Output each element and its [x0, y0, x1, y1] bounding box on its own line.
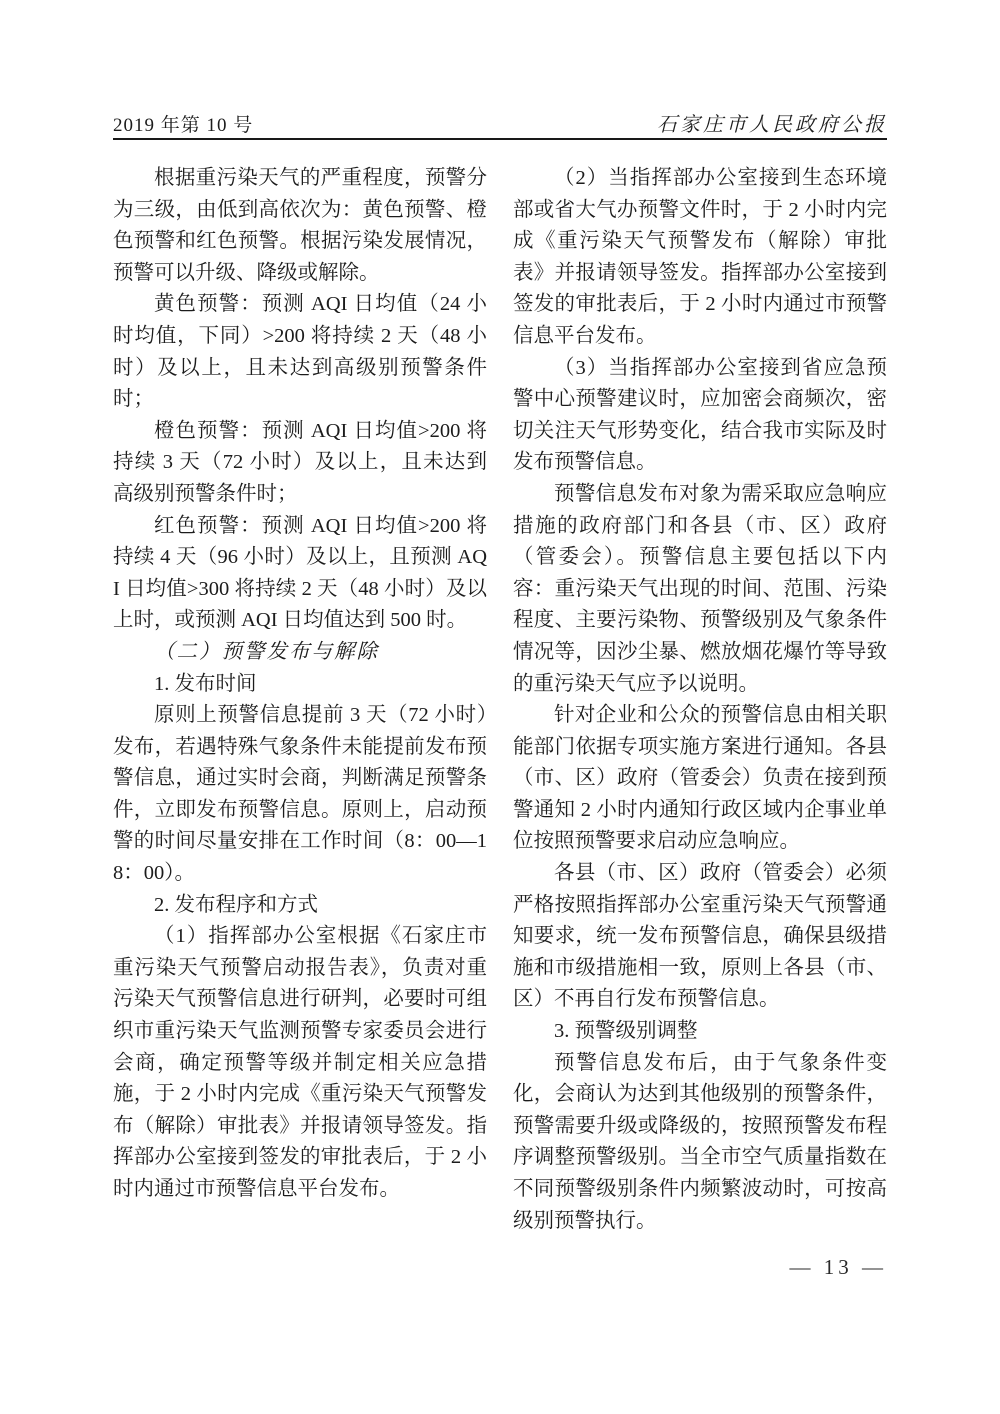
section-heading: 1. 发布时间: [154, 672, 257, 695]
left-column: [113, 163, 487, 1237]
page-footer: [113, 1255, 887, 1280]
paragraph: 原则上预警信息提前 3 天（72 小时）发布，若遇特殊气象条件未能提前发布预警信息，通过实时会商，判断满足预警条件，立即发布预警信息。原则上，启动预警的时间尽量安排在工作时间（8：00—18：00）。: [113, 704, 487, 885]
paragraph: 预警信息发布后，由于气象条件变化，会商认为达到其他级别的预警条件，预警需要升级或降级的，按照预警发布程序调整预警级别。当全市空气质量指数在不同预警级别条件内频繁波动时，可按高级别预警执行。: [513, 1051, 887, 1232]
right-column: [513, 163, 887, 1237]
paragraph: 预警信息发布对象为需采取应急响应措施的政府部门和各县（市、区）政府（管委会）。预警信息主要包括以下内容：重污染天气出现的时间、范围、污染程度、主要污染物、预警级别及气象条件情况等，因沙尘暴、燃放烟花爆竹等导致的重污染天气应予以说明。: [513, 482, 887, 695]
paragraph: （1）指挥部办公室根据《石家庄市重污染天气预警启动报告表》，负责对重污染天气预警信息进行研判，必要时可组织市重污染天气监测预警专家委员会进行会商，确定预警等级并制定相关应急措施，于 2 小时内完成《重污染天气预警发布（解除）审批表》并报请领导签发。指挥部办公室接到签发的审批表后，于 2 小时内通过市预警信息平台发布。: [113, 925, 487, 1200]
paragraph: 黄色预警：预测 AQI 日均值（24 小时均值，下同）>200 将持续 2 天（48 小时）及以上，且未达到高级别预警条件时；: [113, 293, 487, 411]
page-number: — 13 —: [789, 1255, 887, 1279]
section-heading: 2. 发布程序和方式: [154, 893, 318, 916]
header-gazette-title: 石家庄市人民政府公报: [657, 114, 887, 136]
paragraph: 针对企业和公众的预警信息由相关职能部门依据专项实施方案进行通知。各县（市、区）政府（管委会）负责在接到预警通知 2 小时内通知行政区域内企事业单位按照预警要求启动应急响应。: [513, 704, 887, 853]
paragraph: 红色预警：预测 AQI 日均值>200 将持续 4 天（96 小时）及以上，且预测 AQI 日均值>300 将持续 2 天（48 小时）及以上时，或预测 AQI 日均值达到 500 时。: [113, 514, 487, 632]
paragraph: （3）当指挥部办公室接到省应急预警中心预警建议时，应加密会商频次，密切关注天气形势变化，结合我市实际及时发布预警信息。: [513, 356, 887, 474]
paragraph: 橙色预警：预测 AQI 日均值>200 将持续 3 天（72 小时）及以上，且未达到高级别预警条件时；: [113, 419, 487, 505]
document-body: [113, 163, 887, 1237]
section-heading: （二）预警发布与解除: [154, 640, 379, 663]
paragraph: 根据重污染天气的严重程度，预警分为三级，由低到高依次为：黄色预警、橙色预警和红色预警。根据污染发展情况，预警可以升级、降级或解除。: [113, 167, 487, 284]
section-heading: 3. 预警级别调整: [554, 1020, 698, 1043]
header-issue-label: 2019 年第 10 号: [113, 115, 254, 136]
paragraph: （2）当指挥部办公室接到生态环境部或省大气办预警文件时，于 2 小时内完成《重污染天气预警发布（解除）审批表》并报请领导签发。指挥部办公室接到签发的审批表后，于 2 小时内通过市预警信息平台发布。: [513, 167, 887, 347]
page-header: [113, 108, 887, 137]
header-rule: [113, 138, 887, 140]
paragraph: 各县（市、区）政府（管委会）必须严格按照指挥部办公室重污染天气预警通知要求，统一发布预警信息，确保县级措施和市级措施相一致，原则上各县（市、区）不再自行发布预警信息。: [513, 862, 887, 1011]
